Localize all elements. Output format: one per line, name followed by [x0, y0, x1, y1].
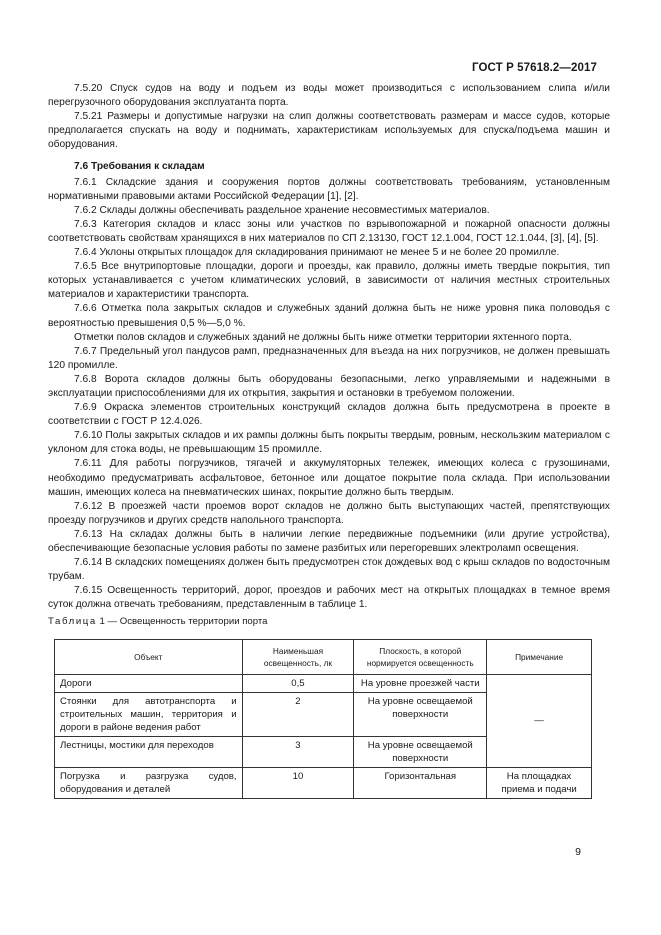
cell-plane: На уровне проезжей части	[354, 674, 487, 692]
document-body	[48, 82, 610, 799]
paragraph: 7.6.10 Полы закрытых складов и их рампы должны быть покрыты твердым, ровным, нескользким материалом с уклоном для стока воды, не превышающим 15 промилле.	[48, 430, 610, 456]
paragraph: 7.6.9 Окраска элементов строительных конструкций складов должна быть предусмотрена в проекте в соответствии с ГОСТ Р 12.4.026.	[48, 402, 610, 428]
column-header-lux: Наименьшая освещенность, лк	[242, 639, 354, 674]
column-header-note: Примечание	[487, 639, 592, 674]
paragraph: 7.6.7 Предельный угол пандусов рамп, предназначенных для въезда на них погрузчиков, не должен превышать 120 промилле.	[48, 345, 610, 371]
paragraph: 7.6.1 Складские здания и сооружения портов должны соответствовать требованиям, установленным нормативными правовыми актами Российской Федерации [1], [2].	[48, 176, 610, 202]
cell-lux: 2	[242, 692, 354, 736]
column-header-object: Объект	[55, 639, 243, 674]
cell-plane: На уровне освещаемой поверхности	[354, 692, 487, 736]
cell-lux: 3	[242, 736, 354, 767]
cell-object: Погрузка и разгрузка судов, оборудования и деталей	[55, 767, 243, 798]
paragraph: 7.6.11 Для работы погрузчиков, тягачей и аккумуляторных тележек, имеющих колеса с грузошинами, необходимо предусматривать асфальтовое, бетонное или дощатое покрытие пола склада. При использовании машин, имеющих колеса на пневматических шинах, покрытие должно быть твердым.	[48, 458, 610, 498]
table-caption-label: Таблица	[48, 616, 97, 628]
paragraph: 7.6.6 Отметка пола закрытых складов и служебных зданий должна быть не ниже уровня пика половодья с вероятностью превышения 0,5 %—5,0 %.	[48, 303, 610, 329]
section-heading: 7.6 Требования к складам	[74, 161, 205, 173]
table-row	[55, 767, 592, 798]
table-header-row	[55, 639, 592, 674]
paragraph: 7.6.2 Склады должны обеспечивать раздельное хранение несовместимых материалов.	[74, 204, 490, 216]
table-row	[55, 674, 592, 692]
document-code: ГОСТ Р 57618.2—2017	[472, 62, 597, 74]
paragraph: 7.6.3 Категория складов и класс зоны или участков по взрывопожарной и пожарной опасности должны соответствовать свойствам хранящихся в них материалов по СП 2.13130, ГОСТ 12.1.004, ГОСТ 12.1.044, [3], [4], [5].	[48, 218, 610, 244]
column-header-plane: Плоскость, в которой нормируется освещенность	[354, 639, 487, 674]
cell-lux: 10	[242, 767, 354, 798]
paragraph: 7.6.14 В складских помещениях должен быть предусмотрен сток дождевых вод с крыш складов по водосточным трубам.	[48, 557, 610, 583]
page-number: 9	[575, 846, 581, 858]
cell-plane: На уровне освещаемой поверхности	[354, 736, 487, 767]
paragraph: 7.6.12 В проезжей части проемов ворот складов не должно быть выступающих частей, препятствующих проезду погрузчиков и других средств напольного транспорта.	[48, 500, 610, 526]
cell-lux: 0,5	[242, 674, 354, 692]
paragraph: 7.6.13 На складах должны быть в наличии легкие передвижные подъемники (или другие устройства), обеспечивающие безопасные условия работы по замене разбитых или перегоревших электроламп освещения.	[48, 528, 610, 554]
cell-note-merged: —	[487, 674, 592, 767]
paragraph: Отметки полов складов и служебных зданий не должны быть ниже отметки территории яхтенного порта.	[74, 331, 572, 343]
paragraph: 7.6.5 Все внутрипортовые площадки, дороги и проезды, как правило, должны иметь твердые покрытия, тип которых устанавливается с учетом климатических условий, в зависимости от наличия местных строительных материалов и характеристики транспорта.	[48, 261, 610, 301]
paragraph: 7.5.21 Размеры и допустимые нагрузки на слип должны соответствовать размерам и массе судов, которые предполагается спускать на воду и поднимать, характеристикам используемых для спуска/подъема машин и оборудования.	[48, 111, 610, 151]
table-caption	[48, 615, 610, 629]
paragraph: 7.6.15 Освещенность территорий, дорог, проездов и рабочих мест на открытых площадках в темное время суток должна отвечать требованиям, представленным в таблице 1.	[48, 585, 610, 611]
paragraph: 7.5.20 Спуск судов на воду и подъем из воды может производиться с использованием слипа и/или перегрузочного оборудования эксплуатанта порта.	[48, 83, 610, 109]
paragraph: 7.6.8 Ворота складов должны быть оборудованы безопасными, легко управляемыми и надежными в эксплуатации приспособлениями для их открытия, закрытия и остановки в требуемом положении.	[48, 373, 610, 399]
cell-object: Дороги	[55, 674, 243, 692]
cell-note: На площадках приема и подачи	[487, 767, 592, 798]
paragraph: 7.6.4 Уклоны открытых площадок для складирования принимают не менее 5 и не более 20 промилле.	[74, 247, 560, 259]
cell-object: Стоянки для автотранспорта и строительных машин, территория и дороги в районе ведения работ	[55, 692, 243, 736]
cell-plane: Горизонтальная	[354, 767, 487, 798]
illumination-table	[54, 639, 592, 799]
table-caption-text: 1 — Освещенность территории порта	[96, 616, 268, 628]
cell-object: Лестницы, мостики для переходов	[55, 736, 243, 767]
